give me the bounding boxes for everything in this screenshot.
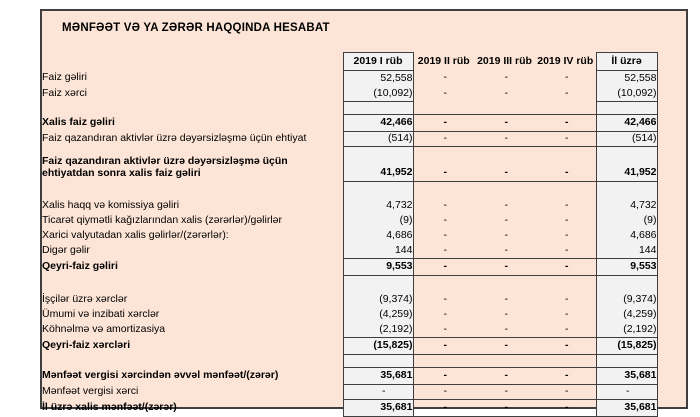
value-cell: (4,259) [343,307,413,322]
table-row [42,147,657,182]
value-cell: 35,681 [343,400,413,417]
value-cell: - [535,259,596,276]
value-cell: - [443,86,447,99]
value-cell: - [504,198,508,211]
row-label: Faiz qazandıran aktivlər üzrə dəyərsizləşmə üçün ehtiyat [42,132,307,145]
value-cell [474,276,535,293]
value-cell: - [413,338,474,355]
value-cell [596,102,657,115]
value-cell: - [565,86,569,99]
spacer-row [42,102,657,115]
value-cell: - [413,115,474,132]
value-cell: (2,192) [596,322,657,338]
value-cell [535,102,596,115]
value-cell: 41,952 [343,147,413,182]
value-cell: 9,553 [343,259,413,276]
value-cell: (10,092) [343,86,413,102]
table-row [42,115,657,132]
value-cell [343,102,413,115]
value-cell: 35,681 [596,368,657,385]
column-header: 2019 III rüb [477,54,532,67]
value-cell: 41,952 [596,147,657,182]
column-header: 2019 IV rüb [537,54,594,67]
row-label [42,355,343,368]
row-label: İşçilər üzrə xərclər [42,292,128,305]
value-cell [596,276,657,293]
value-cell: - [413,400,474,417]
value-cell: (9,374) [343,292,413,307]
value-cell [596,355,657,368]
table-row [42,228,657,243]
value-cell: 9,553 [596,259,657,276]
column-header: 2019 II rüb [417,54,470,67]
row-label: Faiz gəliri [42,71,87,84]
row-label: Xarici valyutadan xalis gəlirlər/(zərərlər): [42,228,229,241]
value-cell [474,102,535,115]
value-cell: - [504,86,508,99]
value-cell: - [565,213,569,226]
value-cell: - [565,198,569,211]
value-cell: - [504,213,508,226]
value-cell [413,182,474,199]
value-cell: - [413,368,474,385]
value-cell: - [504,71,508,84]
value-cell: - [443,198,447,211]
value-cell: (514) [596,132,657,147]
value-cell: 42,466 [596,115,657,132]
value-cell: - [565,243,569,256]
value-cell: - [443,213,447,226]
row-label [42,102,343,115]
table-row [42,307,657,322]
value-cell: - [535,147,596,182]
spacer-row [42,182,657,199]
value-cell: - [413,385,474,400]
value-cell: - [535,385,596,400]
value-cell: - [596,385,657,400]
value-cell: - [474,115,535,132]
value-cell [535,182,596,199]
value-cell: (9) [343,213,413,228]
value-cell: - [535,115,596,132]
table-row [42,385,657,400]
table-row [42,338,657,355]
column-header: 2019 I rüb [343,53,413,71]
value-cell: (9) [596,213,657,228]
report-title: MƏNFƏƏT VƏ YA ZƏRƏR HAQQINDA HESABAT [62,22,330,34]
column-header: İl üzrə [596,53,657,71]
value-cell: - [474,147,535,182]
value-cell: - [474,368,535,385]
value-cell: - [504,228,508,241]
row-label: Ümumi və inzibati xərclər [42,307,160,320]
value-cell: 144 [596,243,657,259]
income-statement-table [42,52,658,417]
value-cell: - [413,132,474,147]
value-cell [535,276,596,293]
value-cell: - [443,243,447,256]
value-cell: (15,825) [343,338,413,355]
value-cell: 35,681 [596,400,657,417]
value-cell: - [443,292,447,305]
row-label: Xalis faiz gəliri [42,116,115,129]
row-label: Mənfəət vergisi xərci [42,385,139,398]
value-cell: - [443,307,447,320]
value-cell: - [565,307,569,320]
value-cell [596,182,657,199]
value-cell: (10,092) [596,86,657,102]
spacer-row [42,276,657,293]
value-cell: 52,558 [343,71,413,87]
value-cell: - [504,307,508,320]
value-cell: - [565,71,569,84]
row-label: Qeyri-faiz gəliri [42,260,118,273]
value-cell: - [474,259,535,276]
value-cell [535,355,596,368]
value-cell [413,276,474,293]
row-label [42,276,343,293]
value-cell: 52,558 [596,71,657,87]
value-cell: - [565,322,569,335]
row-label: Mənfəət vergisi xərcindən əvvəl mənfəət/(zərər) [42,369,279,382]
value-cell: - [343,385,413,400]
value-cell: 4,732 [343,198,413,213]
value-cell [474,355,535,368]
value-cell: (15,825) [596,338,657,355]
table-row [42,71,657,87]
table-row [42,368,657,385]
value-cell: - [474,132,535,147]
value-cell: - [535,368,596,385]
value-cell: - [413,147,474,182]
report-panel [40,9,688,414]
value-cell: - [443,71,447,84]
value-cell [474,182,535,199]
row-label: Köhnəlmə və amortizasiya [42,322,166,335]
row-label: Digər gəlir [42,243,90,256]
value-cell: (2,192) [343,322,413,338]
row-label: Qeyri-faiz xərcləri [42,339,131,352]
value-cell: - [565,292,569,305]
value-cell: - [565,228,569,241]
value-cell: - [474,385,535,400]
value-cell: - [535,400,596,417]
table-row [42,213,657,228]
value-cell: - [504,243,508,256]
value-cell: 4,686 [343,228,413,243]
row-label: Faiz qazandıran aktivlər üzrə dəyərsizləşmə üçün ehtiyatdan sonra xalis faiz gəliri [42,155,288,179]
header-spacer-cell [42,53,343,71]
value-cell [343,276,413,293]
value-cell: - [535,132,596,147]
value-cell: - [443,228,447,241]
value-cell [413,102,474,115]
value-cell: (4,259) [596,307,657,322]
value-cell [343,182,413,199]
column-header-row [42,53,657,71]
value-cell: - [413,259,474,276]
table-row [42,198,657,213]
table-row [42,292,657,307]
table-row [42,243,657,259]
row-label: İl üzrə xalis mənfəət/(zərər) [42,401,177,414]
value-cell: 42,466 [343,115,413,132]
value-cell: 4,686 [596,228,657,243]
value-cell: - [443,322,447,335]
row-label [42,182,343,199]
value-cell: 144 [343,243,413,259]
value-cell: (514) [343,132,413,147]
row-label: Ticarət qiymətli kağızlarından xalis (zərərlər)/gəlirlər [42,213,283,226]
row-label: Faiz xərci [42,86,87,99]
value-cell: - [474,400,535,417]
value-cell: 35,681 [343,368,413,385]
spacer-row [42,355,657,368]
value-cell: 4,732 [596,198,657,213]
table-row [42,322,657,338]
table-row [42,86,657,102]
table-row [42,259,657,276]
table-row [42,132,657,147]
value-cell [343,355,413,368]
table-row [42,400,657,417]
value-cell: - [474,338,535,355]
row-label: Xalis haqq və komissiya gəliri [42,198,180,211]
value-cell: - [535,338,596,355]
value-cell: (9,374) [596,292,657,307]
value-cell [413,355,474,368]
value-cell: - [504,292,508,305]
value-cell: - [504,322,508,335]
